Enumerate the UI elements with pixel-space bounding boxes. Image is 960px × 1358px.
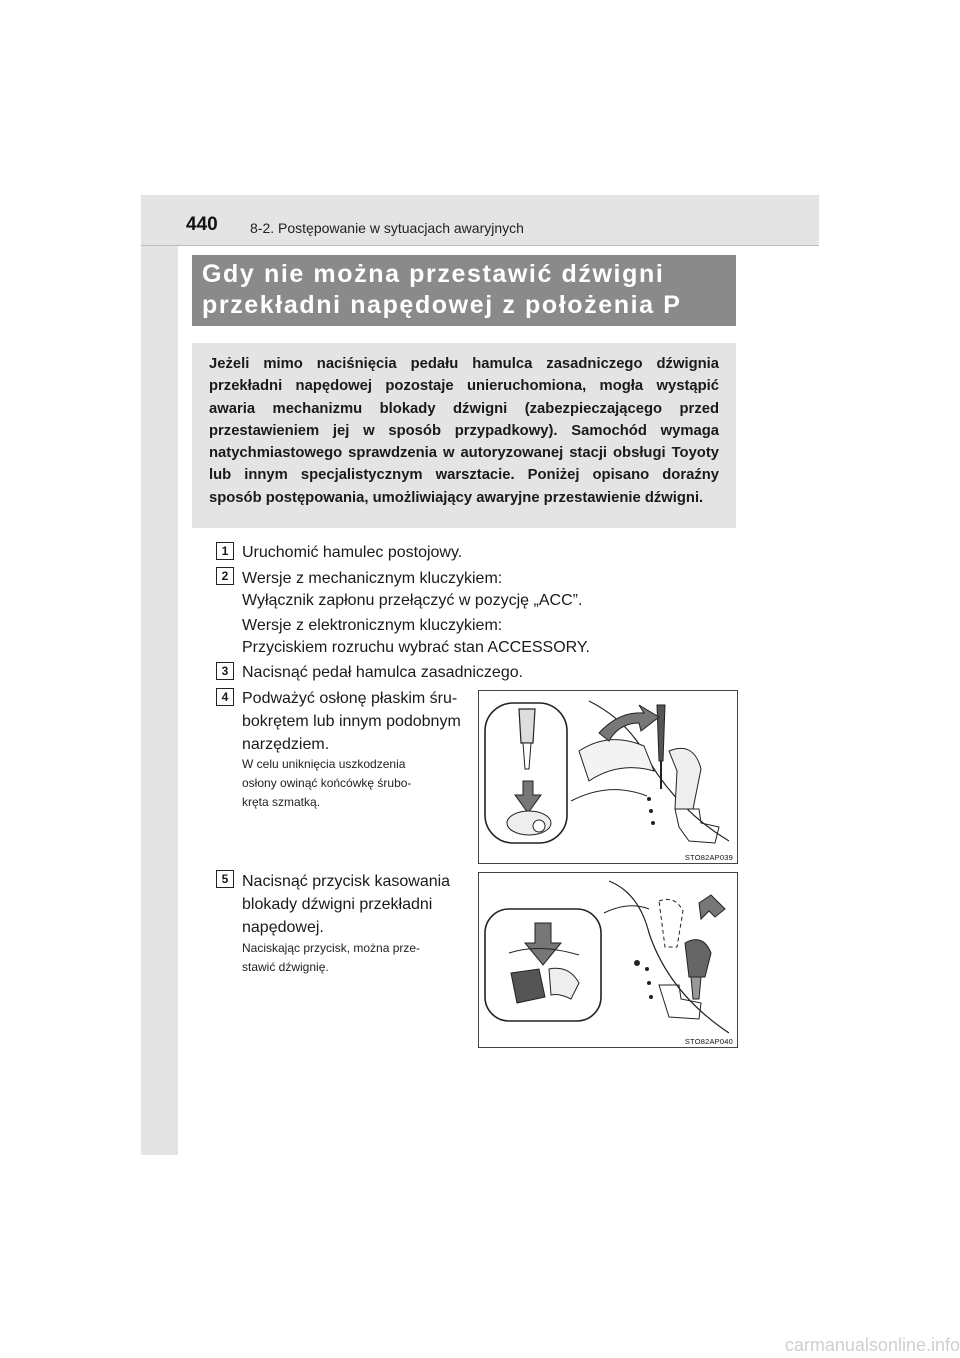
section-title-box <box>192 255 736 326</box>
section-title-line2: przekładni napędowej z położenia P <box>202 291 682 319</box>
figure-id-2: STO82AP040 <box>684 1037 733 1046</box>
step-4-line3: narzędziem. <box>242 736 330 753</box>
step-4-note-line1: W celu uniknięcia uszkodzenia <box>242 757 406 771</box>
step-5-line1: Nacisnąć przycisk kasowania <box>242 873 451 890</box>
step-5-line3: napędowej. <box>242 919 324 936</box>
figure-lever-cover <box>478 690 738 864</box>
intro-text: Jeżeli mimo naciśnięcia pedału hamulca zasadniczego dźwignia przekładni napędowej pozostaje unieruchomiona, mogła wystąpić awaria mechanizmu blokady dźwigni (zabezpieczającego przed przestawieniem jej w sposób przypadkowy). Samochód wymaga natychmiastowego sprawdzenia w autoryzowanej stacji obsługi Toyoty lub innym specjalistycznym warsztacie. Poniżej opisano doraźny sposób postępowania, umożliwiający awaryjne przestawienie dźwigni. <box>209 356 719 506</box>
step-number-2: 2 <box>216 567 234 585</box>
intro-box <box>192 343 736 528</box>
step-4-note-line3: kręta szmatką. <box>242 795 321 809</box>
page-sidebar-band <box>141 195 178 1155</box>
section-title <box>202 259 681 321</box>
step-4-line2: bokrętem lub innym podobnym <box>242 713 461 730</box>
step-number-5: 5 <box>216 870 234 888</box>
step-5-note-line1: Naciskając przycisk, można prze- <box>242 941 421 955</box>
chapter-title: 8-2. Postępowanie w sytuacjach awaryjnych <box>250 220 524 236</box>
step-5-line2: blokady dźwigni przekładni <box>242 896 433 913</box>
page-number: 440 <box>186 214 218 235</box>
step-4-note-line2: osłony owinąć końcówkę śrubo- <box>242 776 412 790</box>
section-title-line1: Gdy nie można przestawić dźwigni <box>202 260 665 288</box>
watermark-text: carmanualsonline.info <box>784 1335 960 1355</box>
step-1-text: Uruchomić hamulec postojowy. <box>242 544 463 561</box>
header-divider <box>141 245 819 246</box>
figure-release-button <box>478 872 738 1048</box>
step-number-1: 1 <box>216 542 234 560</box>
step-number-4: 4 <box>216 688 234 706</box>
step-2-line2: Wyłącznik zapłonu przełączyć w pozycję „ACC”. <box>242 592 583 609</box>
step-5-note-line2: stawić dźwignię. <box>242 960 329 974</box>
step-4-line1: Podważyć osłonę płaskim śru- <box>242 690 458 707</box>
step-2-line1: Wersje z mechanicznym kluczykiem: <box>242 570 503 587</box>
shift-release-illustration <box>479 873 737 1047</box>
step-2-line4: Przyciskiem rozruchu wybrać stan ACCESSORY. <box>242 639 590 656</box>
step-3-text: Nacisnąć pedał hamulca zasadniczego. <box>242 664 524 681</box>
shift-cover-illustration <box>479 691 737 863</box>
step-number-3: 3 <box>216 662 234 680</box>
figure-id-1: STO82AP039 <box>684 853 733 862</box>
step-2-line3: Wersje z elektronicznym kluczykiem: <box>242 617 503 634</box>
